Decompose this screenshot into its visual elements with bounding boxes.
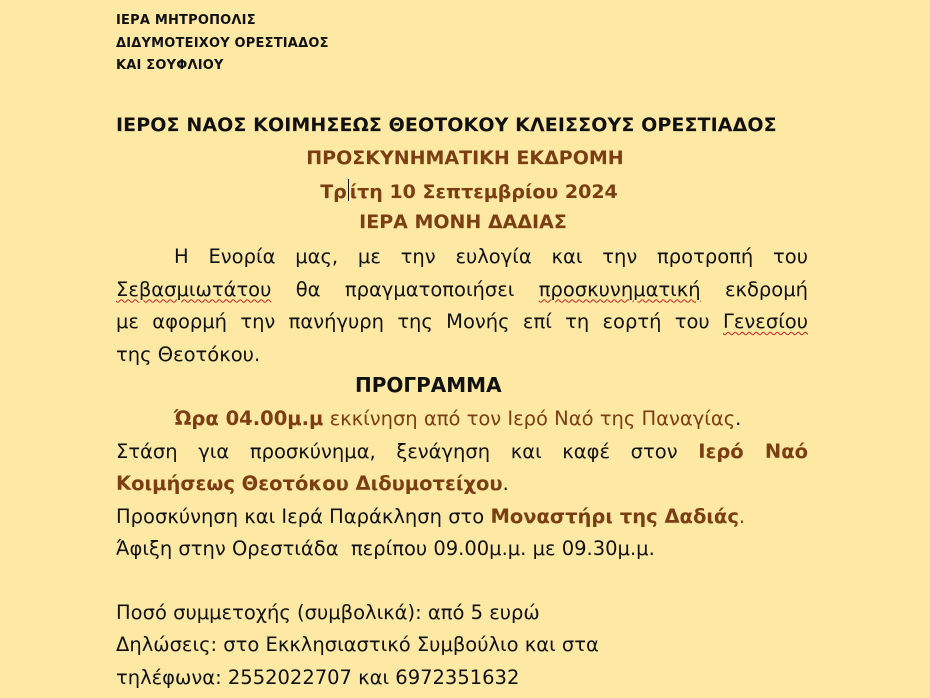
program-heading: ΠΡΟΓΡΑΜΜΑ <box>355 373 502 397</box>
intro-line-4: της Θεοτόκου. <box>116 342 261 366</box>
program-stop-line-2: Κοιμήσεως Θεοτόκου Διδυμοτείχου. <box>116 472 509 495</box>
church-title: ΙΕΡΟΣ ΝΑΟΣ ΚΟΙΜΗΣΕΩΣ ΘΕΟΤΟΚΟΥ ΚΛΕΙΣΣΟΥΣ ΟΡΕΣΤΙΑΔΟΣ <box>116 114 777 136</box>
text-cursor <box>348 179 349 201</box>
metropolis-line-1: ΙΕΡΑ ΜΗΤΡΟΠΟΛΙΣ <box>116 13 256 28</box>
event-date-part-2: ίτη 10 Σεπτεμβρίου 2024 <box>349 181 618 203</box>
phones: τηλέφωνα: 2552022707 και 6972351632 <box>116 666 520 689</box>
spellcheck-word: προσκυνηματική <box>538 277 701 301</box>
event-date <box>4 179 930 203</box>
program-arrival: Άφιξη στην Ορεστιάδα περίπου 09.00μ.μ. με 09.30μ.μ. <box>116 537 655 560</box>
metropolis-line-2: ΔΙΔΥΜΟΤΕΙΧΟΥ ΟΡΕΣΤΙΑΔΟΣ <box>116 36 329 51</box>
declarations: Δηλώσεις: στο Εκκλησιαστικό Συμβούλιο και στα <box>116 633 599 656</box>
event-type: ΠΡΟΣΚΥΝΗΜΑΤΙΚΗ ΕΚΔΡΟΜΗ <box>306 147 624 169</box>
spellcheck-word: Σεβασμιωτάτου <box>116 277 272 301</box>
intro-line-2: Σεβασμιωτάτου θα πραγματοποιήσει προσκυνηματική εκδρομή <box>116 277 809 301</box>
intro-paragraph <box>116 241 808 371</box>
program-worship: Προσκύνηση και Ιερά Παράκληση στο Μοναστήρι της Δαδιάς. <box>116 504 746 528</box>
intro-line-3: με αφορμή την πανήγυρη της Μονής επί τη εορτή του Γενεσίου <box>116 310 809 333</box>
event-destination: ΙΕΡΑ ΜΟΝΗ ΔΑΔΙΑΣ <box>359 211 567 233</box>
intro-line-1: Η Ενορία μας, με την ευλογία και την προτροπή του <box>174 245 808 268</box>
program-departure: Ώρα 04.00μ.μ εκκίνηση από τον Ιερό Ναό της Παναγίας. <box>174 407 742 430</box>
program-block <box>116 403 808 566</box>
metropolis-line-3: ΚΑΙ ΣΟΥΦΛΙΟΥ <box>116 58 224 73</box>
spellcheck-word: Γενεσίου <box>723 310 809 333</box>
event-date-part-1: Τρ <box>320 181 347 203</box>
program-stop-line-1: Στάση για προσκύνημα, ξενάγηση και καφέ στον Ιερό Ναό <box>116 439 808 463</box>
participation-fee: Ποσό συμμετοχής (συμβολικά): από 5 ευρώ <box>116 601 540 624</box>
